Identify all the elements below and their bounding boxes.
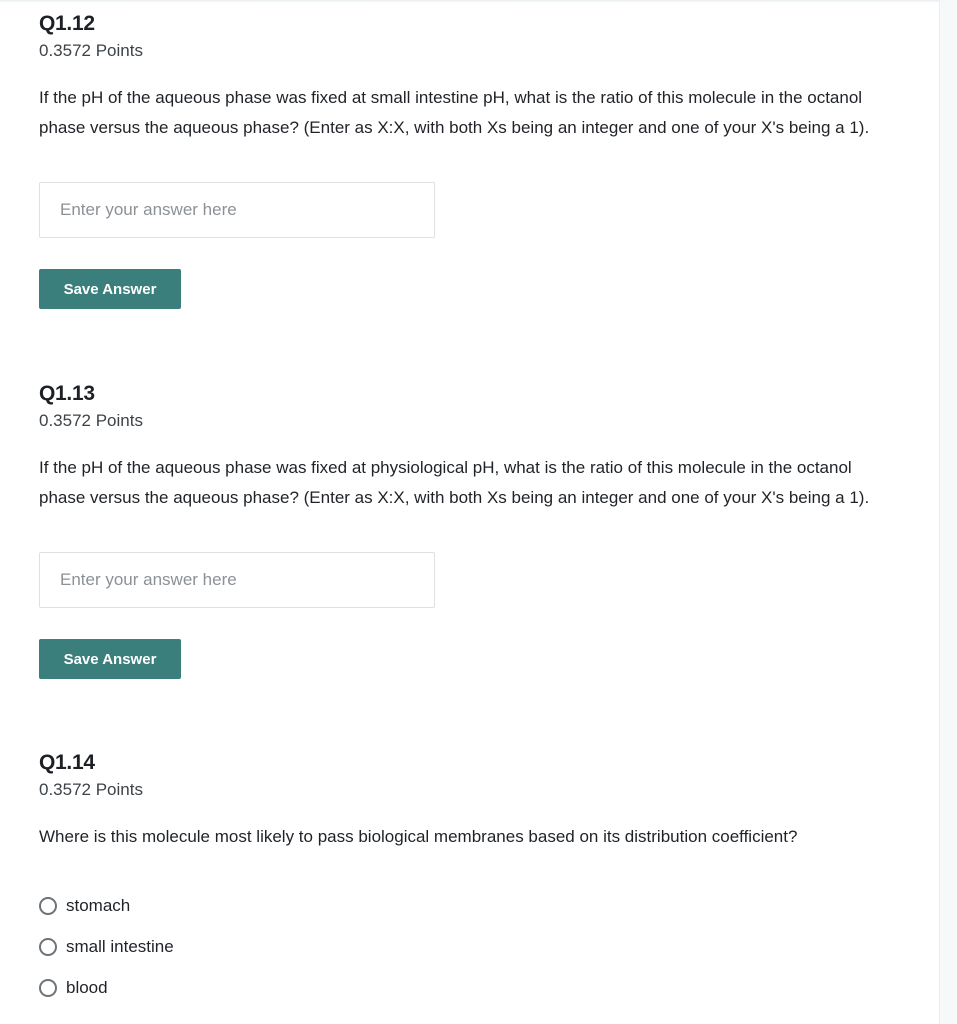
question-title: Q1.13 [39, 382, 95, 405]
question-title: Q1.12 [39, 12, 95, 35]
option-blood[interactable] [39, 976, 108, 1000]
top-divider [0, 0, 940, 3]
save-answer-button[interactable]: Save Answer [39, 269, 181, 309]
scrollbar-track[interactable] [939, 0, 957, 1024]
radio-button[interactable] [39, 979, 57, 997]
answer-input[interactable] [39, 182, 435, 238]
option-label: blood [66, 978, 108, 997]
question-text: If the pH of the aqueous phase was fixed at physiological pH, what is the ratio of this molecule in the octanol phase versus the aqueous phase? (Enter as X:X, with both Xs being an integer and one of your X's being a 1). [39, 458, 870, 507]
radio-button[interactable] [39, 897, 57, 915]
question-text: If the pH of the aqueous phase was fixed at small intestine pH, what is the ratio of this molecule in the octanol phase versus the aqueous phase? (Enter as X:X, with both Xs being an integer and one of your X's being a 1). [39, 88, 870, 137]
question-title: Q1.14 [39, 751, 95, 774]
question-points: 0.3572 Points [39, 41, 143, 60]
answer-input[interactable] [39, 552, 435, 608]
question-points: 0.3572 Points [39, 411, 143, 430]
save-answer-button[interactable]: Save Answer [39, 639, 181, 679]
option-small-intestine[interactable] [39, 935, 174, 959]
radio-button[interactable] [39, 938, 57, 956]
question-text: Where is this molecule most likely to pass biological membranes based on its distribution coefficient? [39, 827, 798, 846]
option-label: small intestine [66, 937, 174, 956]
option-label: stomach [66, 896, 131, 915]
question-points: 0.3572 Points [39, 780, 143, 799]
option-stomach[interactable] [39, 894, 130, 918]
